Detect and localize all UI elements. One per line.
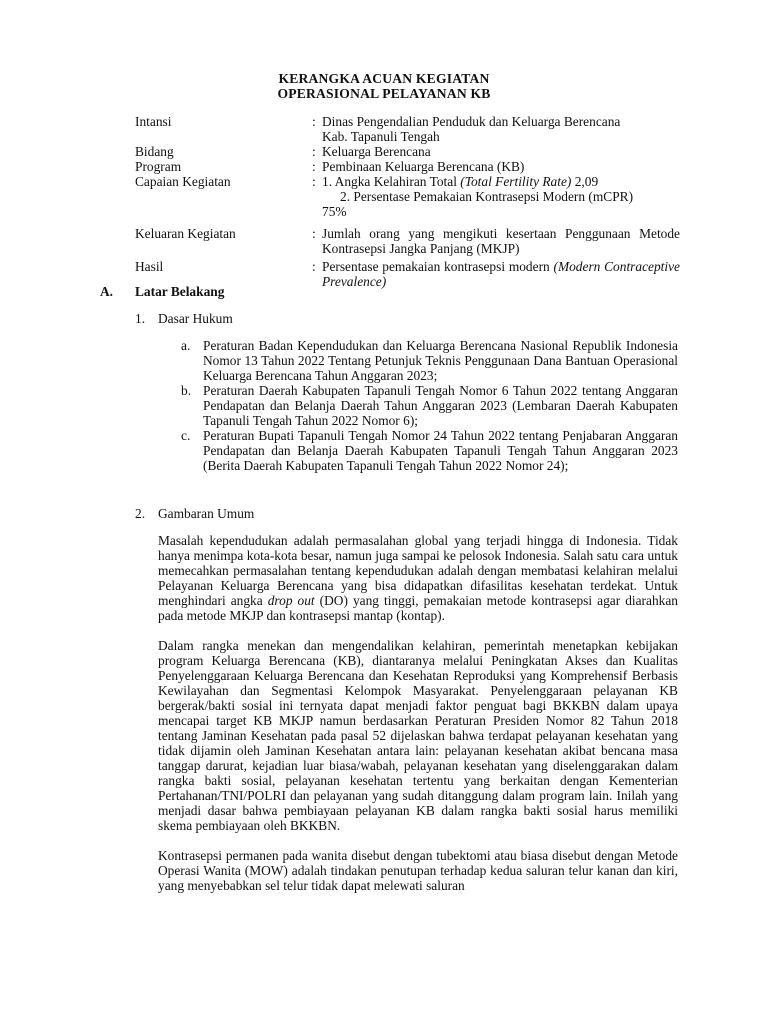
intansi-value-line2: Kab. Tapanuli Tengah (322, 129, 440, 144)
capaian-item-1-italic: (Total Fertility Rate) (460, 174, 572, 189)
list-item-text: Peraturan Badan Kependudukan dan Keluarga Berencana Nasional Republik Indonesia Nomor 13 Tahun 2022 Tentang Petunjuk Teknis Penggunaan Dana Bantuan Operasional Keluarga Berencana Tahun Anggaran 2023; (203, 338, 678, 383)
paragraph-3: Kontrasepsi permanen pada wanita disebut dengan tubektomi atau biasa disebut dengan Metode Operasi Wanita (MOW) adalah tindakan penutupan terhadap kedua saluran telur kanan dan kiri, yang menyebabkan sel telur tidak dapat melewati saluran (158, 848, 678, 893)
intansi-value (322, 114, 680, 144)
program-value: Pembinaan Keluarga Berencana (KB) (322, 159, 525, 174)
subsection-gambaran-umum (135, 506, 254, 521)
hasil-label: Hasil (135, 259, 164, 274)
program-label: Program (135, 159, 182, 174)
list-item-text: Peraturan Bupati Tapanuli Tengah Nomor 24 Tahun 2022 tentang Penjabaran Anggaran Pendapatan dan Belanja Daerah Kabupaten Tapanuli Tengah Tahun Anggaran 2023 (Berita Daerah Kabupaten Tapanuli Tengah Tahun 2022 Nomor 24); (203, 428, 678, 473)
keluaran-label: Keluaran Kegiatan (135, 226, 236, 241)
capaian-value (322, 174, 680, 219)
colon: : (312, 259, 316, 274)
legal-basis-list (181, 338, 678, 473)
intansi-row (135, 114, 680, 144)
capaian-label: Capaian Kegiatan (135, 174, 231, 189)
capaian-row (135, 174, 680, 219)
bidang-label: Bidang (135, 144, 174, 159)
list-item-text: Peraturan Daerah Kabupaten Tapanuli Tengah Nomor 6 Tahun 2022 tentang Anggaran Pendapatan dan Belanja Daerah Tahun Anggaran 2023 (Lembaran Daerah Kabupaten Tapanuli Tengah Tahun 2022 Nomor 6); (203, 383, 678, 428)
colon: : (312, 159, 316, 174)
list-item (181, 338, 678, 383)
section-title: Latar Belakang (135, 284, 225, 299)
paragraph-1: Masalah kependudukan adalah permasalahan global yang terjadi hingga di Indonesia. Tidak hanya menimpa kota-kota besar, namun juga sampai ke pelosok Indonesia. Salah satu cara untuk memecahkan permasalahan tentang kependudukan adalah dengan membatasi kelahiran melalui Pelayanan Keluarga Berencana yang bisa didapatkan difasilitas kesehatan terdekat. Untuk menghindari angka drop out (DO) yang tinggi, pemakaian metode kontrasepsi agar diarahkan pada metode MKJP dan kontrasepsi mantap (kontap). (158, 533, 678, 623)
keluaran-row (135, 226, 680, 256)
list-item (181, 383, 678, 428)
document-title-line2: OPERASIONAL PELAYANAN KB (277, 86, 491, 101)
subsection-title: Gambaran Umum (158, 506, 255, 521)
colon: : (312, 226, 316, 241)
subsection-dasar-hukum (135, 311, 233, 326)
gambaran-umum-body (158, 533, 678, 893)
colon: : (312, 174, 316, 189)
intansi-label: Intansi (135, 114, 172, 129)
program-row (135, 159, 680, 174)
list-item-letter: c. (181, 428, 191, 443)
colon: : (312, 114, 316, 129)
colon: : (312, 144, 316, 159)
section-letter: A. (100, 284, 114, 299)
document-title-line1: KERANGKA ACUAN KEGIATAN (278, 71, 490, 86)
subsection-number: 2. (135, 506, 146, 521)
activity-info-table (135, 114, 680, 289)
capaian-item-2: 2. Persentase Pemakaian Kontrasepsi Modern (mCPR) (340, 189, 634, 204)
bidang-value: Keluarga Berencana (322, 144, 431, 159)
subsection-number: 1. (135, 311, 146, 326)
drop-out-italic: drop out (267, 593, 315, 608)
paragraph-2: Dalam rangka menekan dan mengendalikan kelahiran, pemerintah menetapkan kebijakan program Keluarga Berencana (KB), diantaranya melalui Peningkatan Akses dan Kualitas Penyelenggaraan Keluarga Berencana dan Kesehatan Reproduksi yang Komprehensif Berbasis Kewilayahan dan Segmentasi Kelompok Masyarakat. Penyelenggaraan pelayanan KB bergerak/bakti sosial ini ternyata dapat menjadi faktor penguat bagi BKKBN dalam upaya mencapai target KB MKJP namun berdasarkan Peraturan Presiden Nomor 82 Tahun 2018 tentang Jaminan Kesehatan pada pasal 52 dijelaskan bahwa terdapat pelayanan kesehatan yang tidak dijamin oleh Jaminan Kesehatan antara lain: pelayanan kesehatan akibat bencana masa tanggap darurat, kejadian luar biasa/wabah, pelayanan kesehatan yang diselenggarakan dalam rangka bakti sosial, pelayanan kesehatan tertentu yang berkaitan dengan Kementerian Pertahanan/TNI/POLRI dan pelayanan yang sudah ditanggung dalam program lain. Inilah yang menjadi dasar bahwa pembiayaan pelayanan KB dalam rangka bakti sosial harus memiliki skema pembiayaan oleh BKKBN. (158, 638, 678, 833)
list-item (181, 428, 678, 473)
intansi-value-line1: Dinas Pengendalian Penduduk dan Keluarga Berencana (322, 114, 621, 129)
hasil-value-italic: (Modern Contraceptive Prevalence) (322, 259, 680, 289)
list-item-letter: b. (181, 383, 192, 398)
capaian-item-1: 1. Angka Kelahiran Total (Total Fertility Rate) 2,09 (322, 174, 599, 189)
keluaran-value: Jumlah orang yang mengikuti kesertaan Penggunaan Metode Kontrasepsi Jangka Panjang (MKJP) (322, 226, 680, 256)
list-item-letter: a. (181, 338, 191, 353)
bidang-row (135, 144, 680, 159)
capaian-item-2-cont: 75% (322, 204, 347, 219)
subsection-title: Dasar Hukum (158, 311, 233, 326)
hasil-value: Persentase pemakaian kontrasepsi modern (Modern Contraceptive Prevalence) (322, 259, 680, 289)
